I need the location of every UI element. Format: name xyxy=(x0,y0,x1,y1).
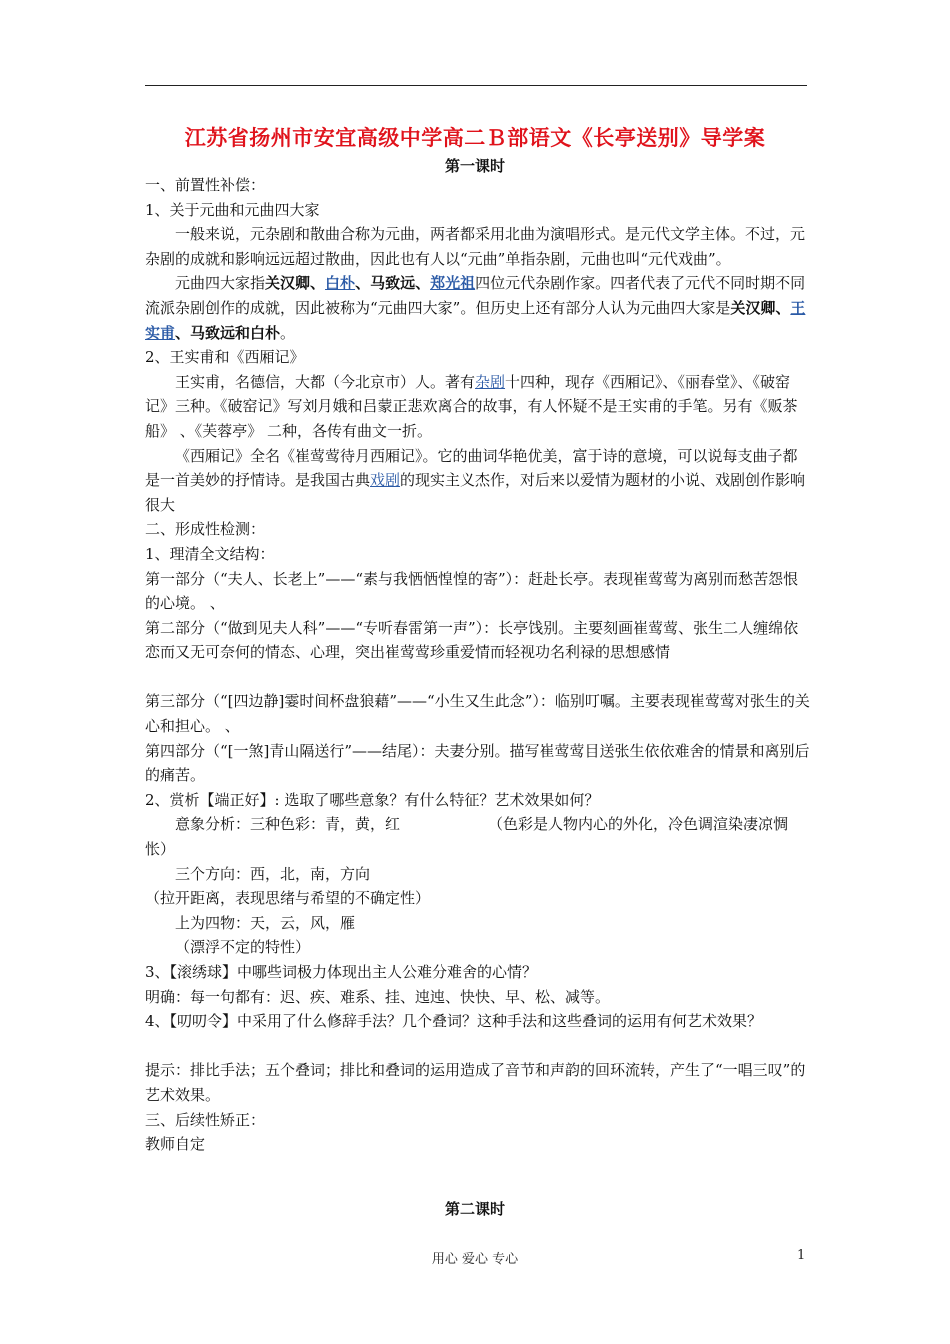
xixiangji-paragraph xyxy=(145,444,810,518)
document-body xyxy=(145,173,810,1157)
lesson-1-heading: 第一课时 xyxy=(444,157,505,175)
separator: 、 xyxy=(415,274,431,293)
link-zaju[interactable]: 杂剧 xyxy=(475,372,506,391)
link-bai-pu[interactable]: 白朴 xyxy=(325,274,356,293)
question-4: 4、【叨叨令】中采用了什么修辞手法？几个叠词？这种手法和这些叠词的运用有何艺术效果？ xyxy=(145,1012,763,1031)
four-masters-paragraph xyxy=(145,271,810,345)
name-guan-hanqing-2: 关汉卿 xyxy=(730,298,776,317)
link-wang-shifu[interactable]: 王实甫 xyxy=(145,298,806,342)
text-run: 《西厢记》全名《崔莺莺待月西厢记》。它的曲词华艳优美，富于诗的意境，可以说每支曲子都是一首美妙的抒情诗。是我国古典 xyxy=(145,446,798,490)
link-zheng-guangzu[interactable]: 郑光祖 xyxy=(430,274,476,293)
question-3: 3、【滚绣球】中哪些词极力体现出主人公难分难舍的心情？ xyxy=(145,963,538,981)
imagery-colors-note: （色彩是人物内心的外化，冷色调渲染凄凉惆怅） xyxy=(145,815,789,859)
section-3-body: 教师自定 xyxy=(145,1135,206,1154)
separator: 、 xyxy=(775,298,791,317)
text-run: 的现实主义杰作，对后来以爱情为题材的小说、戏剧创作影响很大 xyxy=(145,471,806,514)
name-guan-hanqing: 关汉卿 xyxy=(265,274,311,293)
page-footer: 用心 爱心 专心 xyxy=(431,1252,519,1267)
separator: 、 xyxy=(355,274,371,293)
section-3-heading: 三、后续性矫正： xyxy=(145,1110,266,1129)
subsection-1-2-heading: 2、王实甫和《西厢记》 xyxy=(145,348,305,367)
part-4-summary: 第四部分（“[一煞]青山隔送行”——结尾）：夫妻分别。描写崔莺莺目送张生依依难舍的情景和离别后的痛苦。 xyxy=(145,741,810,785)
answer-4: 提示：排比手法；五个叠词；排比和叠词的运用造成了音节和声韵的回环流转，产生了“一唱三叹”的艺术效果。 xyxy=(145,1061,806,1104)
header-rule xyxy=(145,85,807,86)
lesson-2-heading: 第二课时 xyxy=(444,1200,505,1218)
subsection-2-1-heading: 1、理清全文结构： xyxy=(145,544,275,563)
yuanqu-paragraph: 一般来说，元杂剧和散曲合称为元曲，两者都采用北曲为演唱形式。是元代文学主体。不过，元杂剧的成就和影响远远超过散曲，因此也有人以“元曲”单指杂剧，元曲也叫“元代戏曲”。 xyxy=(145,225,806,268)
part-3-summary: 第三部分（“[四边静]霎时间杯盘狼藉”——“小生又生此念”）：临别叮嘱。主要表现崔莺莺对张生的关心和担心。 、 xyxy=(145,692,810,736)
document-title: 江苏省扬州市安宜高级中学高二Ｂ部语文《长亭送别》导学案 xyxy=(184,126,766,150)
link-xiju[interactable]: 戏剧 xyxy=(370,471,401,490)
text-run: 元曲四大家指 xyxy=(175,274,266,293)
imagery-directions: 三个方向：西，北，南，方向 xyxy=(175,864,371,883)
imagery-objects: 上为四物：天，云，风，雁 xyxy=(175,913,356,932)
text-run: 十四种，现存《西厢记》、《丽春堂》、《破窑记》三种。《破窑记》写刘月娥和吕蒙正悲欢离合的故事，有人怀疑不是王实甫的手笔。另有《贩茶船》 、《芙蓉亭》 二种，各传有曲文一折。 xyxy=(145,372,798,440)
text-run: 王实甫，名德信，大都（今北京市）人。著有 xyxy=(175,372,476,391)
section-2-heading: 二、形成性检测： xyxy=(145,520,266,539)
imagery-objects-note: （漂浮不定的特性） xyxy=(175,938,311,957)
page-number: 1 xyxy=(797,1248,806,1263)
answer-3: 明确：每一句都有：迟、疾、难系、挂、迍迍、快快、早、松、减等。 xyxy=(145,987,611,1006)
text-run: 。 xyxy=(280,323,296,342)
part-2-summary: 第二部分（“做到见夫人科”——“专听春雷第一声”）：长亭饯别。主要刻画崔莺莺、张生二人缠绵依恋而又无可奈何的情态、心理，突出崔莺莺珍重爱情而轻视功名利禄的思想感情 xyxy=(145,618,799,662)
spacer xyxy=(145,1034,810,1059)
subsection-1-1-heading: 1、关于元曲和元曲四大家 xyxy=(145,200,320,219)
imagery-directions-note: （拉开距离，表现思绪与希望的不确定性） xyxy=(145,889,431,908)
section-1-heading: 一、前置性补偿： xyxy=(145,176,266,194)
imagery-colors: 意象分析：三种色彩：青，黄，红 xyxy=(175,815,401,834)
part-1-summary: 第一部分（“夫人、长老上”——“素与我恓恓惶惶的寄”）：赶赴长亭。表现崔莺莺为离别而愁苦怨恨的心境。 、 xyxy=(145,569,799,613)
subsection-2-2-heading: 2、赏析【端正好】: 选取了哪些意象？有什么特征？艺术效果如何？ xyxy=(145,790,600,809)
name-ma-zhiyuan: 马致远 xyxy=(370,274,416,293)
separator: 、 xyxy=(310,274,326,293)
imagery-analysis xyxy=(145,812,810,861)
spacer xyxy=(145,665,810,690)
wang-shifu-paragraph xyxy=(145,370,810,444)
text-run: 四位元代杂剧作家。四者代表了元代不同时期不同流派杂剧创作的成就，因此被称为“元曲四大家”。但历史上还有部分人认为元曲四大家是 xyxy=(145,274,806,317)
names-ma-bai: 、马致远和白朴 xyxy=(175,323,281,342)
